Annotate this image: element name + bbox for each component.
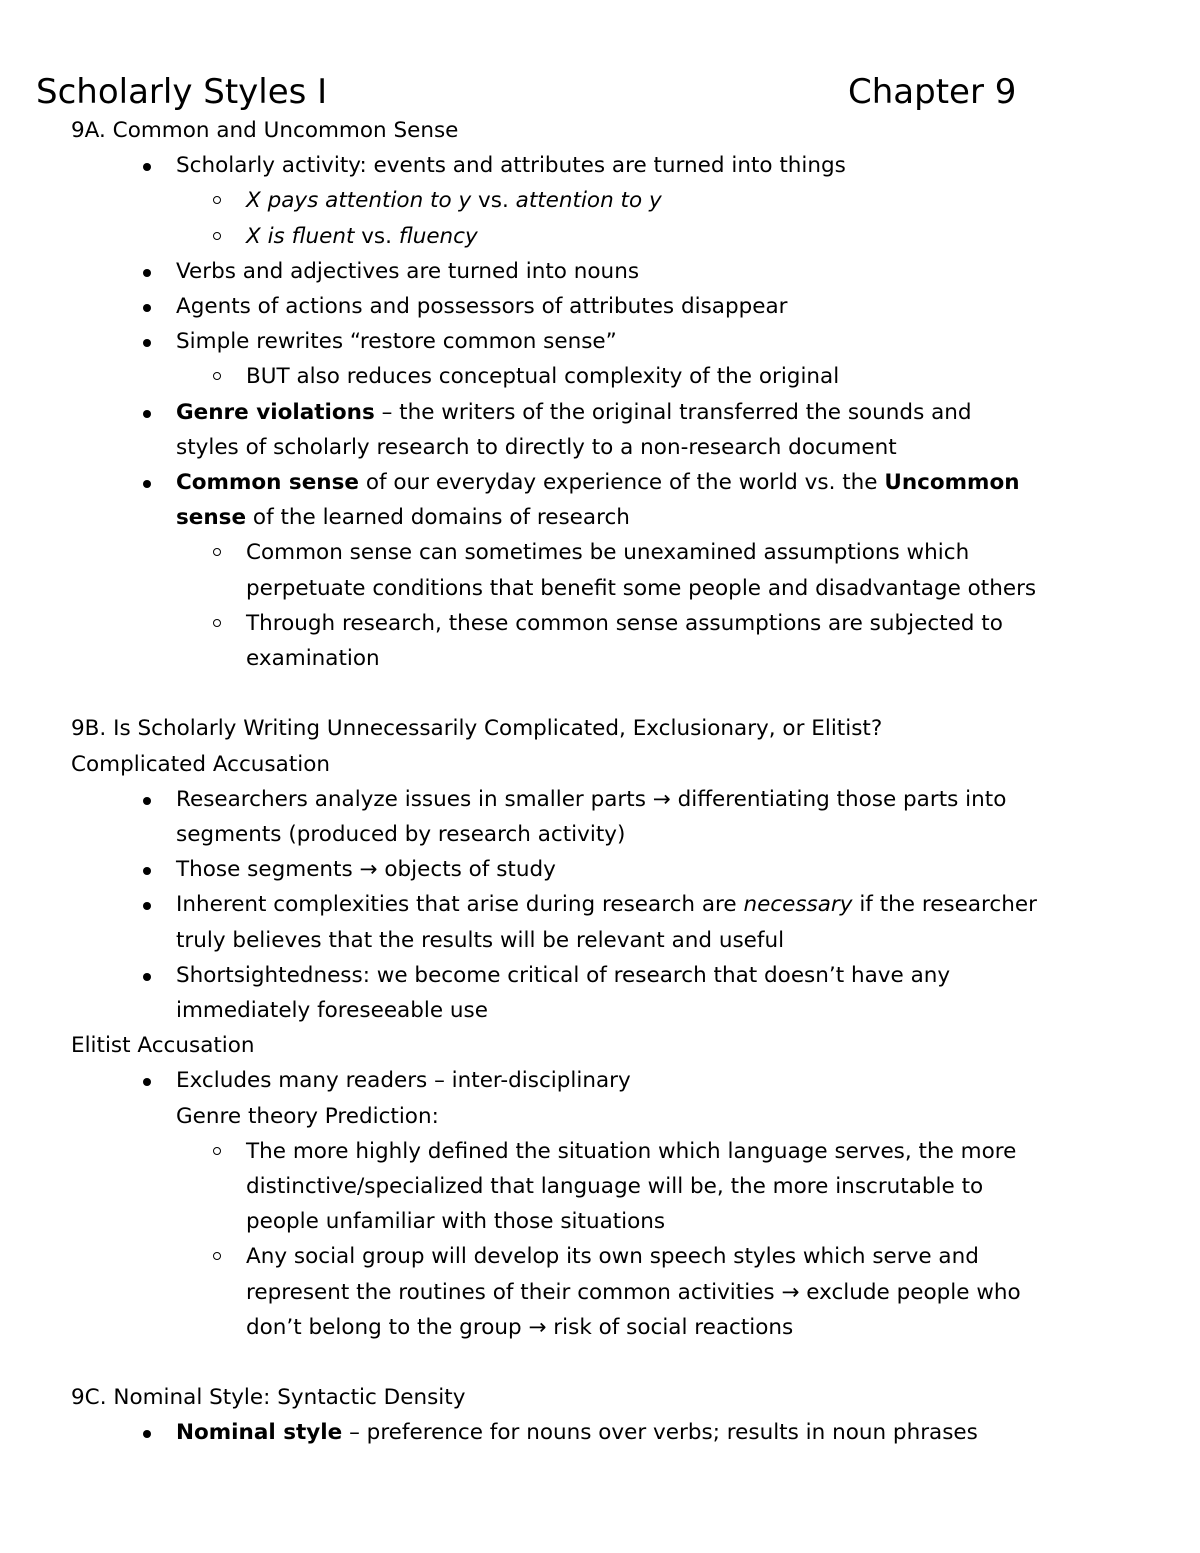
list-item: Excludes many readers – inter-disciplinary (0, 1063, 1200, 1098)
sub-list-item-continuation: people unfamiliar with those situations (246, 1209, 666, 1235)
example-phrase: attention to y (515, 188, 662, 214)
sub-list-item-continuation: don’t belong to the group → risk of social reactions (246, 1314, 794, 1340)
example-phrase: X is fluent (246, 223, 355, 249)
italic-term: necessary (743, 892, 853, 918)
list-item-continuation: Genre theory Prediction: (176, 1103, 439, 1129)
page-title: Scholarly Styles I (36, 72, 328, 112)
list-item-continuation: truly believes that the results will be relevant and useful (176, 927, 785, 953)
sub-list-item (0, 219, 1200, 254)
list-item-continuation: styles of scholarly research to directly to a non-research document (176, 434, 897, 460)
list-item-text: – preference for nouns over verbs; results in noun phrases (342, 1420, 978, 1446)
list-item-text: of the learned domains of research (246, 505, 630, 531)
section-heading-9b: 9B. Is Scholarly Writing Unnecessarily Complicated, Exclusionary, or Elitist? (71, 716, 883, 742)
spacer (0, 676, 1200, 711)
list-item (0, 887, 1200, 922)
sub-list-item-continuation: perpetuate conditions that benefit some people and disadvantage others (246, 575, 1037, 601)
list-item (0, 1415, 1200, 1450)
vs-text: vs. (354, 223, 399, 249)
spacer (0, 1345, 1200, 1380)
notes-body (0, 113, 1200, 1451)
list-item: Simple rewrites “restore common sense” (0, 324, 1200, 359)
sub-heading-complicated: Complicated Accusation (71, 751, 330, 777)
list-item-text: of our everyday experience of the world vs. the (358, 470, 885, 496)
bold-term: Genre violations (176, 399, 375, 425)
list-item-text: Inherent complexities that arise during research are (176, 892, 744, 918)
list-item: Those segments → objects of study (0, 852, 1200, 887)
sub-list-item-continuation: examination (246, 646, 380, 672)
example-phrase: X pays attention to y (246, 188, 472, 214)
list-item: Scholarly activity: events and attributes are turned into things (0, 148, 1200, 183)
sub-list-item: Common sense can sometimes be unexamined assumptions which (0, 535, 1200, 570)
bold-term: Uncommon (884, 470, 1020, 496)
bold-term: sense (176, 505, 247, 531)
sub-list-item-continuation: represent the routines of their common activities → exclude people who (246, 1279, 1021, 1305)
sub-list-item (0, 183, 1200, 218)
chapter-label: Chapter 9 (848, 72, 1017, 112)
list-item-continuation: segments (produced by research activity) (176, 822, 626, 848)
vs-text: vs. (471, 188, 516, 214)
bold-term: Common sense (176, 470, 359, 496)
section-heading-9a: 9A. Common and Uncommon Sense (71, 118, 459, 143)
example-phrase: fluency (398, 223, 478, 249)
list-item: Verbs and adjectives are turned into nouns (0, 254, 1200, 289)
list-item: Agents of actions and possessors of attributes disappear (0, 289, 1200, 324)
sub-heading-elitist: Elitist Accusation (71, 1033, 255, 1059)
sub-list-item: BUT also reduces conceptual complexity of the original (0, 359, 1200, 394)
list-item-text: if the researcher (852, 892, 1037, 918)
list-item (0, 465, 1200, 500)
list-item-continuation: immediately foreseeable use (176, 998, 488, 1024)
bold-term: Nominal style (176, 1420, 343, 1446)
section-heading-9c: 9C. Nominal Style: Syntactic Density (71, 1385, 466, 1411)
list-item-continuation (0, 500, 1200, 535)
sub-list-item: Through research, these common sense assumptions are subjected to (0, 606, 1200, 641)
list-item-text: – the writers of the original transferred the sounds and (374, 399, 972, 425)
list-item (0, 395, 1200, 430)
list-item: Shortsightedness: we become critical of research that doesn’t have any (0, 958, 1200, 993)
list-item: Researchers analyze issues in smaller parts → differentiating those parts into (0, 782, 1200, 817)
sub-list-item: The more highly defined the situation which language serves, the more (0, 1134, 1200, 1169)
sub-list-item-continuation: distinctive/specialized that language will be, the more inscrutable to (246, 1174, 984, 1200)
sub-list-item: Any social group will develop its own speech styles which serve and (0, 1239, 1200, 1274)
